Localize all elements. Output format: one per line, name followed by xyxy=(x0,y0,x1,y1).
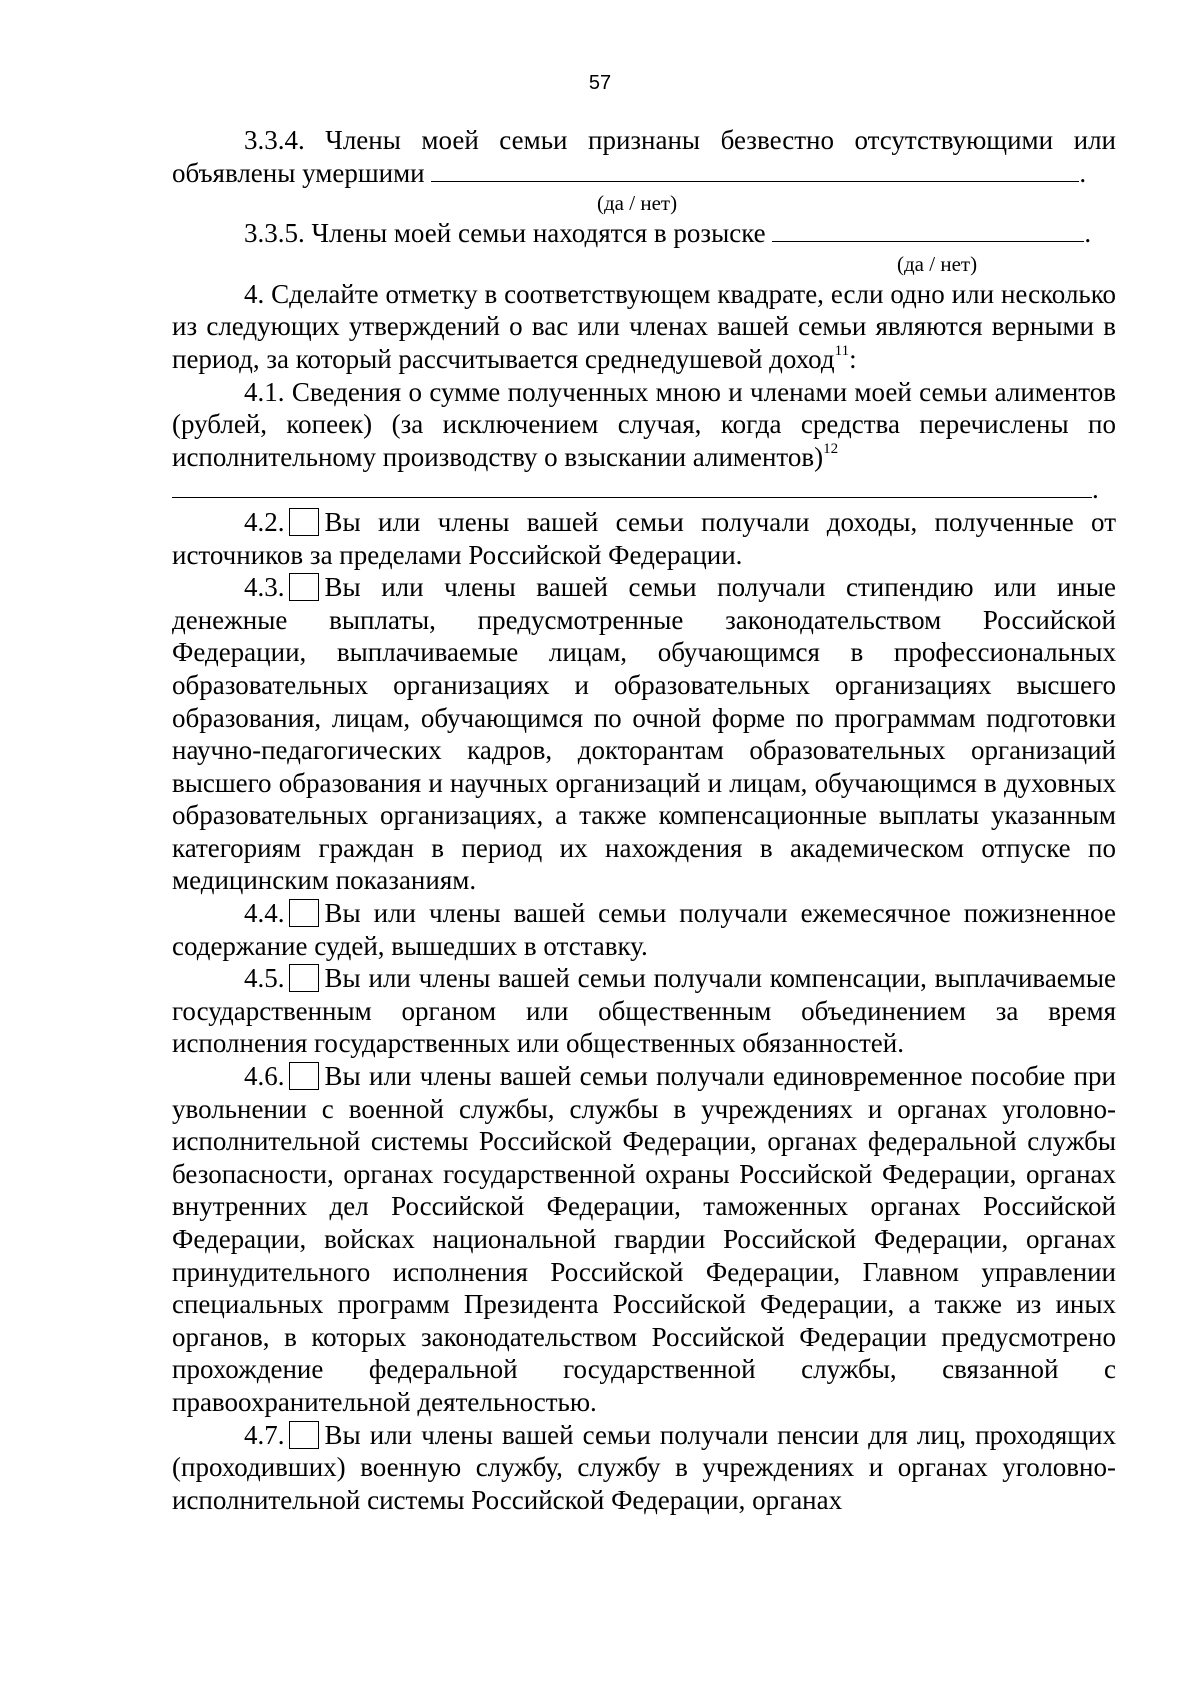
footnote-ref-12: 12 xyxy=(823,440,839,457)
paragraph-4-1-text: 4.1. Сведения о сумме полученных мною и членами моей семьи алиментов (рублей, копеек) (за исключением случая, когда средства перечислены по исполнительному производству о взыскании алиментов) xyxy=(172,376,1116,472)
item-number: 4.2. xyxy=(244,506,285,537)
caption-yes-no-3-3-5: (да / нет) xyxy=(897,251,978,276)
paragraph-4-text: 4. Сделайте отметку в соответствующем квадрате, если одно или несколько из следующих утверждений о вас или членах вашей семьи являются верными в период, за который рассчитывается среднедушевой доход xyxy=(172,278,1116,374)
item-number: 4.5. xyxy=(244,963,285,994)
answer-line-3-3-5[interactable] xyxy=(772,218,1084,242)
answer-line-4-1[interactable] xyxy=(172,473,1092,498)
item-4-6 xyxy=(172,1060,1116,1419)
answer-line-row-4-1 xyxy=(172,473,1116,506)
answer-line-3-3-4[interactable] xyxy=(431,158,1079,182)
checkbox-4-6[interactable] xyxy=(289,1062,319,1090)
item-text: Вы или члены вашей семьи получали ежемесячное пожизненное содержание судей, вышедших в отставку. xyxy=(172,898,1116,961)
item-number: 4.3. xyxy=(244,572,285,603)
item-text: Вы или члены вашей семьи получали компенсации, выплачиваемые государственным органом или общественным объединением за время исполнения государственных или общественных обязанностей. xyxy=(172,963,1116,1059)
checkbox-4-4[interactable] xyxy=(289,899,319,927)
item-text: Вы или члены вашей семьи получали единовременное пособие при увольнении с военной службы, службы в учреждениях и органах уголовно-исполнительной системы Российской Федерации, органах федеральной службы безопасности, органах государственной охраны Российской Федерации, органах внутренних дел Российской Федерации, таможенных органах Российской Федерации, войсках национальной гвардии Российской Федерации, органах принудительного исполнения Российской Федерации, Главном управлении специальных программ Президента Российской Федерации, а также из иных органов, в которых законодательством Российской Федерации предусмотрено прохождение федеральной государственной службы, связанной с правоохранительной деятельностью. xyxy=(172,1061,1116,1417)
period: . xyxy=(1092,474,1099,505)
item-4-2 xyxy=(172,506,1116,571)
caption-yes-no-3-3-4: (да / нет) xyxy=(597,191,678,216)
item-4-7 xyxy=(172,1419,1116,1517)
item-text: Вы или члены вашей семьи получали стипендию или иные денежные выплаты, предусмотренные законодательством Российской Федерации, выплачиваемые лицам, обучающимся в профессиональных образовательных организациях и образовательных организациях высшего образования, лицам, обучающимся по очной форме по программам подготовки научно-педагогических кадров, докторантам образовательных организаций высшего образования и научных организаций и лицам, обучающимся в духовных образовательных организациях, а также компенсационные выплаты указанным категориям граждан в период их нахождения в академическом отпуске по медицинским показаниям. xyxy=(172,572,1116,896)
item-number: 4.6. xyxy=(244,1061,285,1092)
checkbox-4-7[interactable] xyxy=(289,1421,319,1449)
paragraph-4-1 xyxy=(172,376,1116,474)
item-number: 4.7. xyxy=(244,1419,285,1450)
item-text: Вы или члены вашей семьи получали доходы, полученные от источников за пределами Российской Федерации. xyxy=(172,506,1116,570)
page-number: 57 xyxy=(588,72,612,94)
paragraph-4 xyxy=(172,278,1116,376)
item-4-4 xyxy=(172,897,1116,962)
period: . xyxy=(1079,157,1087,188)
document-body xyxy=(172,124,1116,1516)
checkbox-4-5[interactable] xyxy=(289,964,319,992)
paragraph-3-3-5-text: 3.3.5. Члены моей семьи находятся в розыске xyxy=(244,218,766,249)
item-number: 4.4. xyxy=(244,898,285,929)
footnote-ref-11: 11 xyxy=(834,342,850,359)
period: . xyxy=(1084,218,1092,249)
item-text: Вы или члены вашей семьи получали пенсии для лиц, проходящих (проходивших) военную службу, службу в учреждениях и органах уголовно-исполнительной системы Российской Федерации, органах xyxy=(172,1419,1116,1515)
colon: : xyxy=(849,343,857,374)
paragraph-3-3-4 xyxy=(172,124,1116,189)
item-4-3 xyxy=(172,571,1116,897)
checkbox-4-2[interactable] xyxy=(289,508,319,536)
checkbox-4-3[interactable] xyxy=(289,573,319,601)
paragraph-3-3-5 xyxy=(172,217,1116,250)
paragraph-3-3-4-text: 3.3.4. Члены моей семьи признаны безвестно отсутствующими или объявлены умершими xyxy=(172,125,1116,188)
item-4-5 xyxy=(172,962,1116,1060)
